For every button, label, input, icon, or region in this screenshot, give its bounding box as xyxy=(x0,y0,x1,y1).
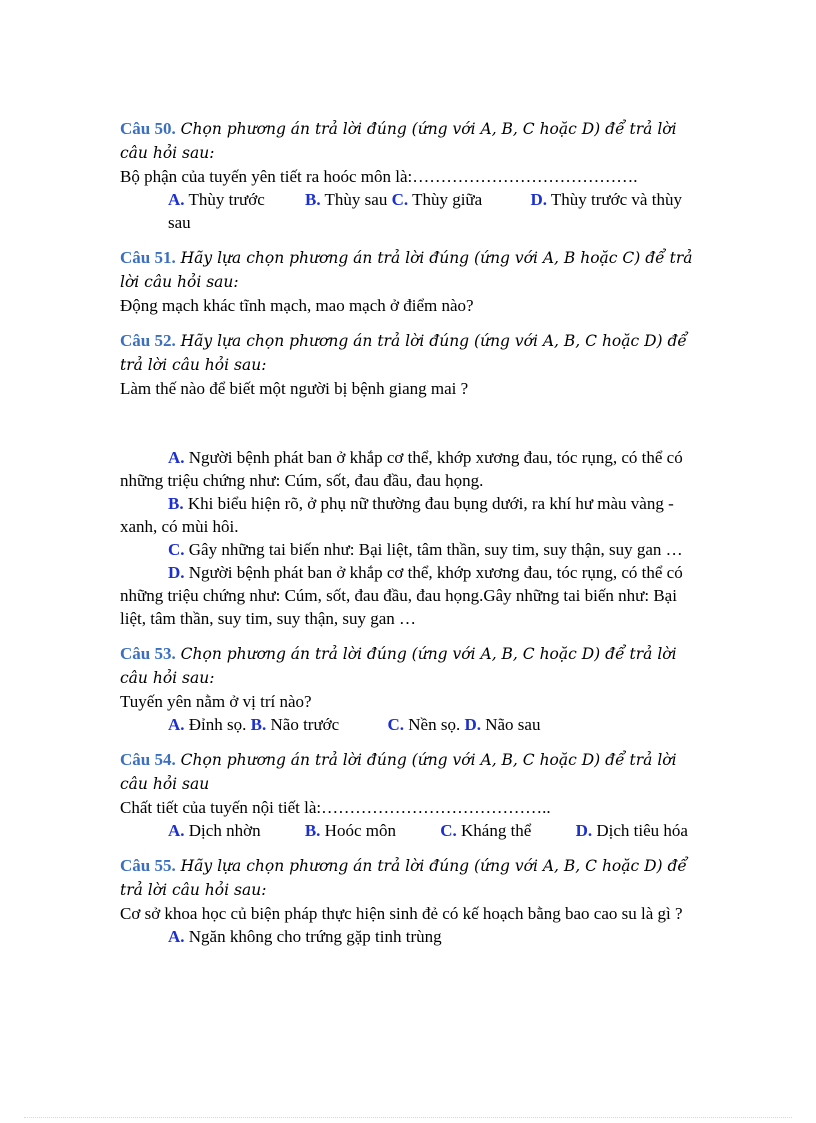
option-text: Thùy giữa xyxy=(408,190,483,209)
question-53 xyxy=(120,642,700,736)
question-number: Câu 51. xyxy=(120,248,176,267)
question-54-header xyxy=(120,748,700,796)
option-letter: C. xyxy=(168,540,185,559)
question-instruction: Chọn phương án trả lời đúng (ứng với A, B, C hoặc D) để trả lời câu hỏi sau xyxy=(120,751,677,793)
option-letter: C. xyxy=(391,190,409,209)
option-letter: B. xyxy=(305,190,321,209)
question-instruction: Hãy lựa chọn phương án trả lời đúng (ứng với A, B hoặc C) để trả lời câu hỏi sau: xyxy=(120,249,693,291)
option-letter: C. xyxy=(387,715,404,734)
option-b xyxy=(305,821,396,840)
question-instruction: Chọn phương án trả lời đúng (ứng với A, B, C hoặc D) để trả lời câu hỏi sau: xyxy=(120,645,677,687)
question-stem: Cơ sở khoa học củ biện pháp thực hiện sinh đẻ có kế hoạch bằng bao cao su là gì ? xyxy=(120,904,683,923)
question-stem: Chất tiết của tuyến nội tiết là:………………………………….. xyxy=(120,798,551,817)
options xyxy=(120,713,700,736)
option-text: Nền sọ. xyxy=(404,715,465,734)
option-b xyxy=(305,190,392,209)
option-d xyxy=(120,561,700,630)
page-bottom-divider xyxy=(24,1117,792,1118)
options xyxy=(120,188,700,234)
question-number: Câu 50. xyxy=(120,119,176,138)
option-text: Thùy trước xyxy=(184,190,265,209)
option-c xyxy=(387,715,464,734)
option-a xyxy=(168,190,265,209)
question-instruction: Chọn phương án trả lời đúng (ứng với A, B, C hoặc D) để trả lời câu hỏi sau: xyxy=(120,120,677,162)
option-letter: D. xyxy=(168,563,185,582)
question-52 xyxy=(120,329,700,630)
option-c xyxy=(392,190,483,209)
option-text: Dịch nhờn xyxy=(184,821,261,840)
question-55 xyxy=(120,854,700,948)
option-c xyxy=(120,538,700,561)
option-b xyxy=(120,492,700,538)
option-d xyxy=(576,821,688,840)
option-letter: D. xyxy=(530,190,547,209)
option-c xyxy=(440,821,531,840)
option-letter: B. xyxy=(168,494,184,513)
question-stem: Động mạch khác tĩnh mạch, mao mạch ở điểm nào? xyxy=(120,296,474,315)
document-page xyxy=(120,117,700,960)
option-letter: C. xyxy=(440,821,457,840)
question-number: Câu 52. xyxy=(120,331,176,350)
question-51 xyxy=(120,246,700,317)
option-letter: A. xyxy=(168,190,185,209)
question-50-header xyxy=(120,117,700,165)
question-instruction: Hãy lựa chọn phương án trả lời đúng (ứng với A, B, C hoặc D) để trả lời câu hỏi sau: xyxy=(120,857,687,899)
option-text: Kháng thể xyxy=(456,821,532,840)
spacer xyxy=(120,400,700,446)
option-letter: D. xyxy=(464,715,481,734)
options xyxy=(120,925,700,948)
option-letter: D. xyxy=(575,821,593,840)
question-stem: Làm thế nào để biết một người bị bệnh giang mai ? xyxy=(120,379,469,398)
option-text: Người bệnh phát ban ở khắp cơ thể, khớp xương đau, tóc rụng, có thể có những triệu chứng như: Cúm, sốt, đau đầu, đau họng.Gây những tai biến như: Bại liệt, tâm thần, suy tim, suy thận, suy gan … xyxy=(120,563,683,628)
question-number: Câu 55. xyxy=(120,856,176,875)
question-54 xyxy=(120,748,700,842)
option-text: Thùy trước và thùy sau xyxy=(168,190,682,232)
question-number: Câu 53. xyxy=(120,644,176,663)
option-letter: A. xyxy=(168,448,185,467)
question-52-header xyxy=(120,329,700,377)
option-letter: A. xyxy=(168,821,185,840)
option-letter: A. xyxy=(168,715,185,734)
option-text: Đỉnh sọ. xyxy=(184,715,251,734)
question-50 xyxy=(120,117,700,234)
option-text: Người bệnh phát ban ở khắp cơ thể, khớp xương đau, tóc rụng, có thể có những triệu chứng như: Cúm, sốt, đau đầu, đau họng. xyxy=(120,448,683,490)
option-letter: B. xyxy=(250,715,267,734)
question-55-header xyxy=(120,854,700,902)
option-text: Não trước xyxy=(266,715,340,734)
question-stem: Bộ phận của tuyến yên tiết ra hoóc môn là:…………………………………. xyxy=(120,167,638,186)
option-b xyxy=(251,715,340,734)
option-text: Hoóc môn xyxy=(320,821,396,840)
option-text: Não sau xyxy=(480,715,541,734)
question-stem: Tuyến yên nằm ở vị trí nào? xyxy=(120,692,312,711)
question-53-header xyxy=(120,642,700,690)
option-letter: B. xyxy=(304,821,321,840)
option-a xyxy=(168,927,442,946)
option-text: Khi biểu hiện rõ, ở phụ nữ thường đau bụng dưới, ra khí hư màu vàng - xanh, có mùi hôi. xyxy=(120,494,674,536)
option-text: Dịch tiêu hóa xyxy=(592,821,688,840)
options xyxy=(120,819,700,842)
option-a xyxy=(168,715,251,734)
option-text: Gây những tai biến như: Bại liệt, tâm thần, suy tim, suy thận, suy gan … xyxy=(184,540,683,559)
question-instruction: Hãy lựa chọn phương án trả lời đúng (ứng với A, B, C hoặc D) để trả lời câu hỏi sau: xyxy=(120,332,687,374)
option-a xyxy=(120,446,700,492)
option-letter: A. xyxy=(168,927,185,946)
option-d xyxy=(464,715,540,734)
option-text: Thùy sau xyxy=(320,190,392,209)
option-text: Ngăn không cho trứng gặp tinh trùng xyxy=(184,927,442,946)
question-51-header xyxy=(120,246,700,294)
question-number: Câu 54. xyxy=(120,750,176,769)
option-a xyxy=(168,821,261,840)
